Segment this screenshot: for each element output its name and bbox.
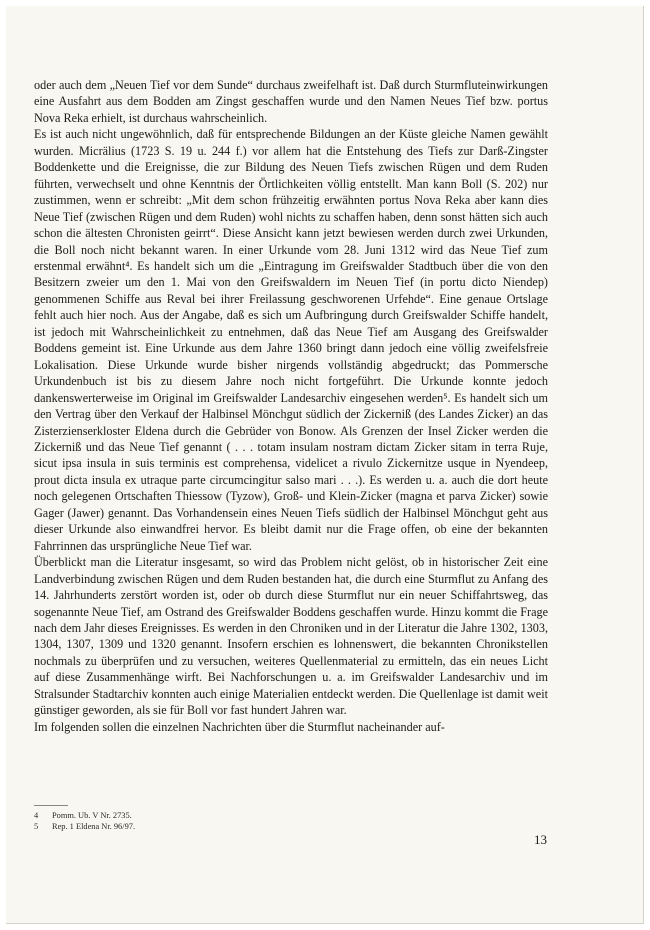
paragraph-2: Es ist auch nicht ungewöhnlich, daß für entsprechende Bildungen an der Küste gleiche Namen gewählt wurden. Micrälius (1723 S. 19 u. 244 f.) vor allem hat die Entstehung des Tiefs zur Darß-Zingster Boddenkette und die Ereignisse, die zur Bildung des Neuen Tiefs zwischen Rügen und dem Ruden führten, verwechselt und ohne Kenntnis der Örtlichkeiten völlig entstellt. Man kann Boll (S. 202) nur zustimmen, wenn er schreibt: „Mit dem schon frühzeitig erwähnten portus Nova Reka aber kann dies Neue Tief (zwischen Rügen und dem Ruden) wohl nichts zu schaffen haben, denn sonst hätten sich auch schon die ältesten Chronisten geirrt“. Diese Ansicht kann jetzt bewiesen werden durch zwei Urkunden, die Boll noch nicht bekannt waren. In einer Urkunde vom 28. Juni 1312 wird das Neue Tief zum erstenmal erwähnt⁴. Es handelt sich um die „Eintragung im Greifswalder Stadtbuch über die von den Besitzern zweier um den 1. Mai von den Greifswaldern im Neuen Tief (in portu dicto Niendep) genommenen Schiffe aus Reval bei ihrer Freilassung geschworenen Urfehde“. Eine genaue Ortslage fehlt auch hier noch. Aus der Angabe, daß es sich um Aufbringung durch Greifswalder Schiffe handelt, ist jedoch mit Wahrscheinlichkeit zu entnehmen, daß das Neue Tief am Ausgang des Greifswalder Boddens gemeint ist. Eine Urkunde aus dem Jahre 1360 bringt dann jedoch eine völlig zweifelsfreie Lokalisation. Diese Urkunde wurde bisher nirgends vollständig abgedruckt; das Pommersche Urkundenbuch ist bis zu diesem Jahre noch nicht fortgeführt. Die Urkunde konnte jedoch dankenswerterweise im Original im Greifswalder Landesarchiv eingesehen werden⁵. Es handelt sich um den Vertrag über den Verkauf der Halbinsel Mönchgut südlich der Zickerniß (des Landes Zicker) an das Zisterzienserkloster Eldena durch die Gebrüder von Bonow. Als Grenzen der Insel Zicker werden die Zickerniß und das Neue Tief genannt ( . . . totam insulam nostram dictam Zicker sitam in terra Ruje, sicut ipsa insula in suis terminis est comprehensa, videlicet a rivulo Zickernitze usque in Nyendeep, prout dicta insula ex utraque parte circumcingitur salso mari . . .). Es werden u. a. auch die dort heute noch gelegenen Ortschaften Thiessow (Tyzow), Groß- und Klein-Zicker (magna et parva Zicker) sowie Gager (Jawer) genannt. Das Vorhandensein eines Neuen Tiefs südlich der Halbinsel Mönchgut geht aus dieser Urkunde also einwandfrei hervor. Es bleibt damit nur die Frage offen, ob eine der bekannten Fahrrinnen das ursprüngliche Neue Tief war. [34,127,548,553]
paragraph-3: Überblickt man die Literatur insgesamt, so wird das Problem nicht gelöst, ob in historischer Zeit eine Landverbindung zwischen Rügen und dem Ruden bestanden hat, die durch eine Sturmflut zu Anfang des 14. Jahrhunderts zerstört worden ist, oder ob durch diese Sturmflut nur ein neuer Schiffahrtsweg, das sogenannte Neue Tief, am Ostrand des Greifswalder Boddens geschaffen wurde. Hinzu kommt die Frage nach dem Jahr dieses Ereignisses. Es werden in den Chroniken und in der Literatur die Jahre 1302, 1303, 1304, 1307, 1309 und 1320 genannt. Insofern erschien es lohnenswert, die bekannten Chronikstellen nochmals zu überprüfen und zu versuchen, weiteres Quellenmaterial zu ermitteln, das ein neues Licht auf diese Zusammenhänge wirft. Bei Nachforschungen u. a. im Greifswalder Landesarchiv und im Stralsunder Stadtarchiv konnten auch einige Materialien entdeckt werden. Die Quellenlage ist damit weit günstiger geworden, als sie für Boll vor fast hundert Jahren war. [34,555,548,718]
document-page [6,6,644,924]
body-text [34,77,548,735]
footnote-text: Rep. 1 Eldena Nr. 96/97. [52,822,136,831]
footnote-rule [34,805,68,806]
footnote-4 [34,810,334,821]
paragraph-4: Im folgenden sollen die einzelnen Nachrichten über die Sturmflut nacheinander auf- [34,719,445,734]
footnotes [34,805,334,832]
footnote-text: Pomm. Ub. V Nr. 2735. [52,811,132,820]
footnote-5 [34,821,334,832]
footnote-number: 4 [34,811,39,820]
paragraph-1: oder auch dem „Neuen Tief vor dem Sunde“ durchaus zweifelhaft ist. Daß durch Sturmfluteinwirkungen eine Ausfahrt aus dem Bodden am Zingst geschaffen wurde und den Namen Neues Tief bzw. portus Nova Reka erhielt, ist durchaus wahrscheinlich. [34,78,548,125]
page-number: 13 [534,832,547,847]
footnote-number: 5 [34,822,39,831]
